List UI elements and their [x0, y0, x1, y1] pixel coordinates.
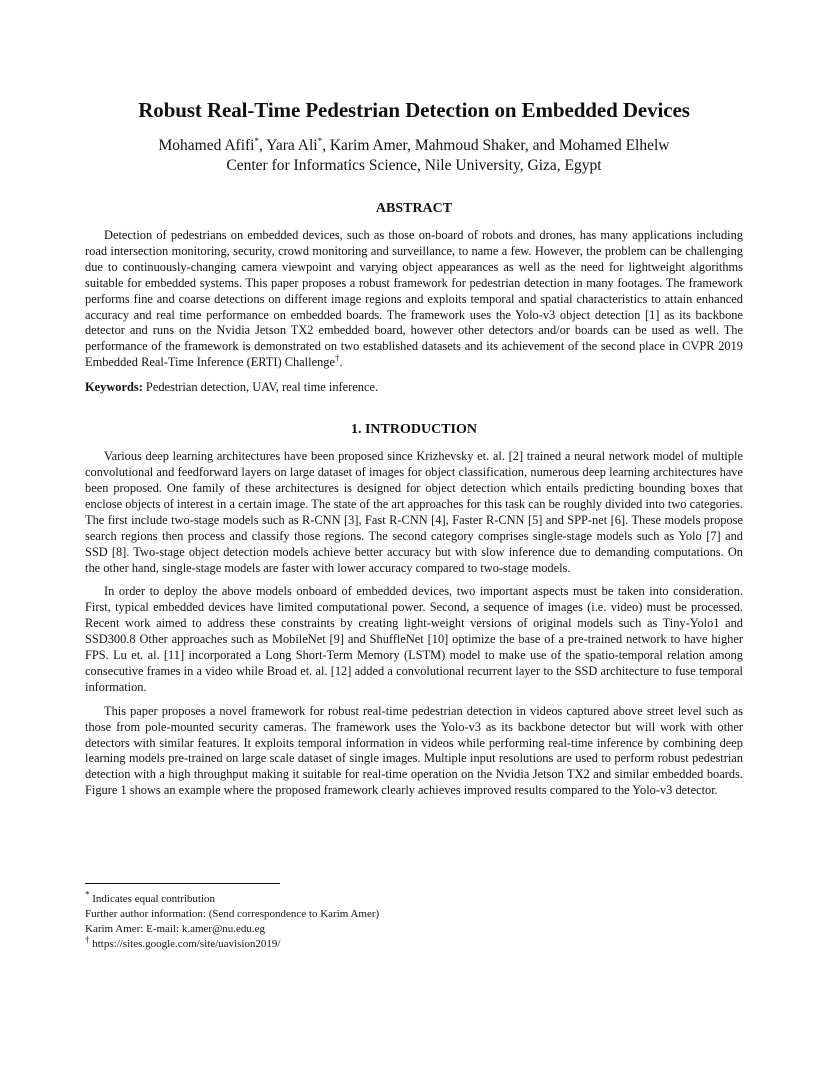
intro-paragraph-3: This paper proposes a novel framework for robust real-time pedestrian detection in videos captured above street level such as those from pole-mounted security cameras. The framework uses the Yolo-v3 as its backbone detector but will work with other detectors with similar features. It exploits temporal information in videos while performing real-time inference by combining deep learning models pre-trained on large scale dataset of single images. Multiple input resolutions are used to perform robust pedestrian detection with a high throughput making it suitable for real-time operation on the Nvidia Jetson TX2 and similar embedded boards. Figure 1 shows an example where the proposed framework clearly achieves improved results compared to the Yolo-v3 detector.	[85, 703, 743, 798]
paper-title: Robust Real-Time Pedestrian Detection on Embedded Devices	[138, 98, 690, 122]
footnote-divider	[85, 883, 280, 884]
abstract-heading: ABSTRACT	[375, 201, 453, 216]
affiliation: Center for Informatics Science, Nile University, Giza, Egypt	[226, 157, 602, 174]
introduction-heading: 1. INTRODUCTION	[350, 422, 477, 438]
abstract-period: .	[339, 355, 343, 370]
footnote-url-link[interactable]: https://sites.google.com/site/uavision2019/	[89, 938, 281, 950]
intro-paragraph-1: Various deep learning architectures have been proposed since Krizhevsky et. al. [2] trained a neural network model of multiple convolutional and feedforward layers on large dataset of images for object classification, numerous deep learning architectures have been proposed. One family of these architectures is designed for object detection which entails predicting bounding boxes that enclose objects of interest in a certain image. The state of the art approaches for this task can be roughly divided into two categories. The first include two-stage models such as R-CNN [3], Fast R-CNN [4], Faster R-CNN [5] and SPP-net [6]. These models propose search regions then process and classify those regions. The second category comprises single-stage models such as Yolo [7] and SSD [8]. Two-stage object detection models achieve better accuracy but with slow inference due to demanding computations. On the other hand, single-stage models are faster with lower accuracy compared to two-stage models.	[85, 449, 743, 575]
footnote-dagger-mark: †	[85, 934, 90, 945]
author-2: Yara Ali	[266, 137, 318, 154]
keywords-text: Pedestrian detection, UAV, real time inference.	[142, 380, 379, 395]
footnote-author-info: Further author information: (Send correspondence to Karim Amer)	[85, 908, 380, 920]
intro-paragraph-2: In order to deploy the above models onboard of embedded devices, two important aspects must be taken into consideration. First, typical embedded devices have limited computational power. Second, a sequence of images (i.e. video) must be processed. Recent work aimed to address these constraints by creating light-weight versions of original models such as Tiny-Yolo1 and SSD300.8 Other approaches such as MobileNet [9] and ShuffleNet [10] optimize the base of a pre-trained network to have higher FPS. Lu et. al. [11] incorporated a Long Short-Term Memory (LSTM) model to make use of the spatio-temporal relation among consecutive frames in a video while Broad et. al. [12] added a convolutional recurrent layer to the SSD architecture to fuse temporal information.	[85, 584, 743, 694]
keywords-label: Keywords:	[85, 380, 143, 395]
footnotes	[85, 883, 743, 952]
author-1: Mohamed Afifi	[158, 137, 255, 154]
remaining-authors: , Karim Amer, Mahmoud Shaker, and Mohamed Elhelw	[322, 137, 670, 154]
abstract-body: Detection of pedestrians on embedded devices, such as those on-board of robots and drones, has many applications including road intersection monitoring, security, crowd monitoring and surveillance, to name a few. However, the problem can be challenging due to continuously-changing camera viewpoint and varying object appearances as well as the need for lightweight algorithms suitable for embedded systems. This paper proposes a robust framework for pedestrian detection in many footages. The framework performs fine and coarse detections on different image regions and exploits temporal and spatial characteristics to attain enhanced accuracy and real time performance on embedded boards. The framework uses the Yolo-v3 object detection [1] as its backbone detector and runs on the Nvidia Jetson TX2 embedded board, however other detectors and/or boards can be used as well. The performance of the framework is demonstrated on two established datasets and its achievement of the second place in CVPR 2019 Embedded Real-Time Inference (ERTI) Challenge	[85, 228, 743, 370]
equal-contribution-mark: *	[85, 889, 90, 900]
author-list	[85, 136, 743, 156]
footnote-url	[85, 934, 743, 952]
equal-contribution-mark: *	[317, 135, 323, 146]
footnote-equal-contribution	[85, 889, 743, 907]
paper-page	[85, 96, 743, 807]
footnote-dagger-mark: †	[334, 353, 340, 364]
author-separator: ,	[258, 137, 267, 154]
abstract-text	[85, 228, 743, 371]
footnote-equal-text: Indicates equal contribution	[89, 893, 216, 905]
footnote-email: Karim Amer: E-mail: k.amer@nu.edu.eg	[85, 923, 265, 935]
equal-contribution-mark: *	[254, 135, 259, 146]
keywords-line	[85, 379, 743, 395]
